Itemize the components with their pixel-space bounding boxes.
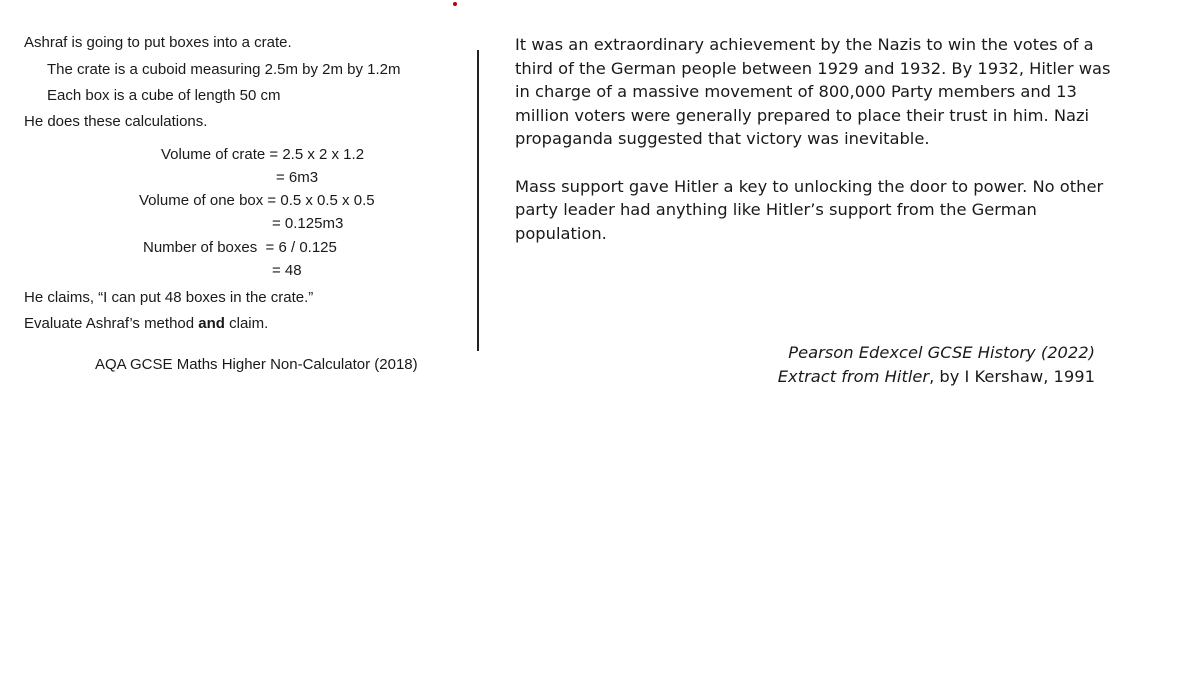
history-paragraph-2: Mass support gave Hitler a key to unlocking the door to power. No other party leader had anything like Hitler’s support from the German population.: [515, 176, 1104, 243]
calc-volume-crate: Volume of crate = 2.5 x 2 x 1.2: [161, 146, 365, 163]
calculations-intro: He does these calculations.: [24, 113, 208, 130]
vertical-divider: [477, 50, 479, 351]
maths-source: AQA GCSE Maths Higher Non-Calculator (2018): [95, 356, 418, 373]
history-citation: [778, 341, 1095, 388]
red-dot-marker: [453, 2, 457, 6]
history-paragraph-1: It was an extraordinary achievement by the Nazis to win the votes of a third of the German people between 1929 and 1932. By 1932, Hitler was in charge of a massive movement of 800,000 Party members and 13 million voters were generally prepared to place their trust in him. Nazi propaganda suggested that victory was inevitable.: [515, 35, 1111, 149]
evaluate-text-bold: and: [198, 315, 225, 332]
question-intro: Ashraf is going to put boxes into a crate.: [24, 34, 292, 51]
calc-number-boxes-result: = 48: [272, 262, 302, 279]
evaluate-text-start: Evaluate Ashraf’s method: [24, 315, 199, 332]
crate-dimensions: The crate is a cuboid measuring 2.5m by 2m by 1.2m: [47, 61, 401, 78]
history-extract: [515, 33, 1115, 245]
calc-volume-box-result: = 0.125m3: [272, 215, 344, 232]
citation-book-title: Extract from Hitler: [777, 366, 930, 386]
citation-source-1: Pearson Edexcel GCSE History (2022): [788, 343, 1095, 362]
citation-author: , by I Kershaw, 1991: [929, 366, 1095, 386]
evaluate-prompt: [24, 315, 268, 333]
calc-number-boxes: Number of boxes = 6 / 0.125: [143, 239, 337, 256]
citation-source-2: [778, 365, 1095, 389]
claim-text: He claims, “I can put 48 boxes in the crate.”: [24, 289, 314, 306]
calc-volume-box: Volume of one box = 0.5 x 0.5 x 0.5: [139, 192, 375, 209]
evaluate-text-end: claim.: [224, 315, 269, 332]
box-dimensions: Each box is a cube of length 50 cm: [47, 87, 281, 104]
calc-volume-crate-result: = 6m3: [276, 169, 319, 186]
